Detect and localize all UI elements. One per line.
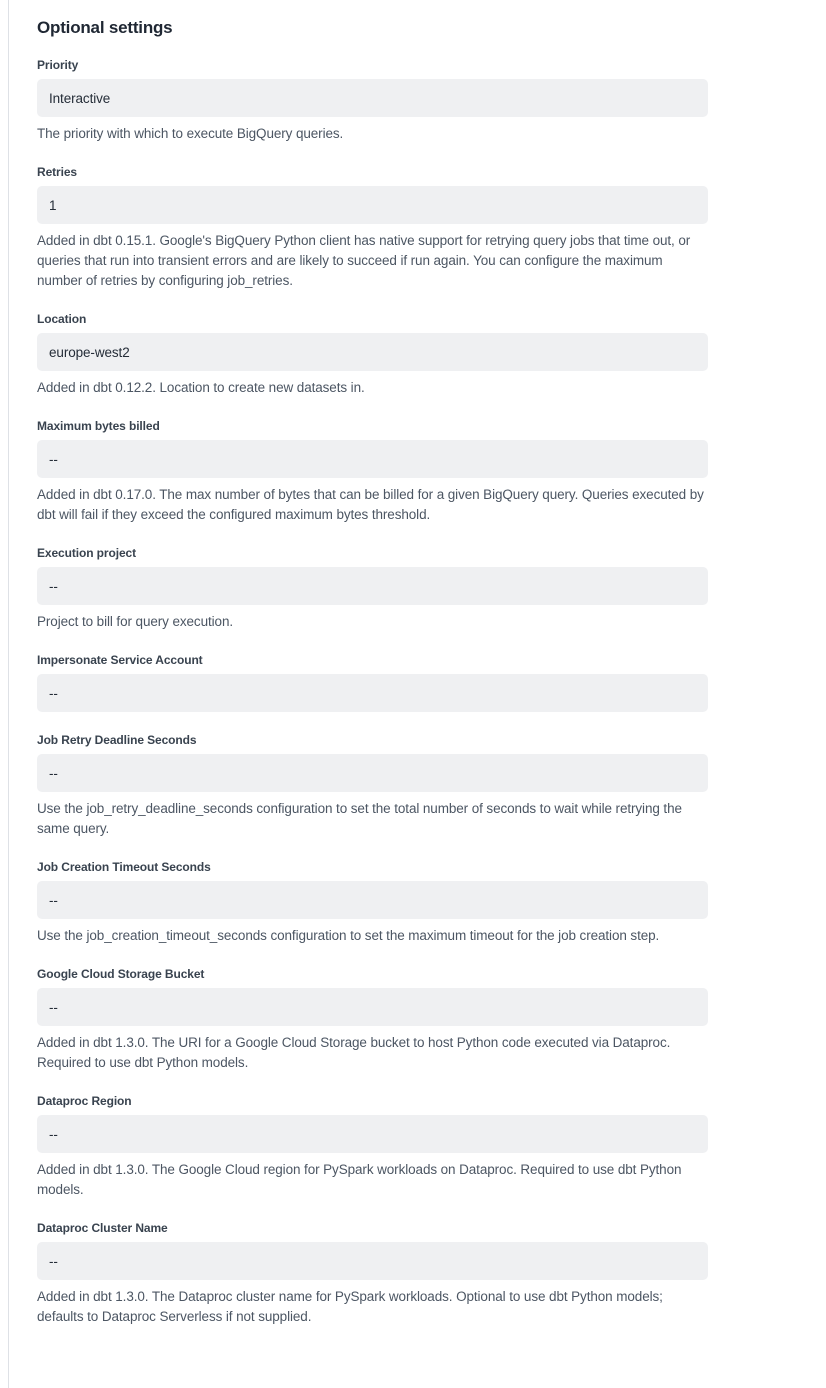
dataproc-region-help: Added in dbt 1.3.0. The Google Cloud region for PySpark workloads on Dataproc. Required to use dbt Python models. [37, 1162, 682, 1197]
page-title: Optional settings [37, 18, 173, 37]
field-google-cloud-storage-bucket [37, 967, 708, 1073]
retries-input[interactable]: 1 [37, 186, 708, 224]
field-job-creation-timeout-seconds [37, 860, 708, 946]
dataproc-region-label: Dataproc Region [37, 1094, 132, 1108]
priority-input[interactable]: Interactive [37, 79, 708, 117]
priority-help: The priority with which to execute BigQuery queries. [37, 126, 344, 141]
field-execution-project [37, 546, 708, 632]
google-cloud-storage-bucket-label: Google Cloud Storage Bucket [37, 967, 205, 981]
field-dataproc-region [37, 1094, 708, 1200]
fields-list [37, 58, 826, 1327]
execution-project-input[interactable]: -- [37, 567, 708, 605]
location-input[interactable]: europe-west2 [37, 333, 708, 371]
field-dataproc-cluster-name [37, 1221, 708, 1327]
field-job-retry-deadline-seconds [37, 733, 708, 839]
maximum-bytes-billed-input[interactable]: -- [37, 440, 708, 478]
retries-label: Retries [37, 165, 77, 179]
job-retry-deadline-seconds-help: Use the job_retry_deadline_seconds configuration to set the total number of seconds to wait while retrying the same query. [37, 801, 682, 836]
field-maximum-bytes-billed [37, 419, 708, 525]
dataproc-cluster-name-input[interactable]: -- [37, 1242, 708, 1280]
location-help: Added in dbt 0.12.2. Location to create new datasets in. [37, 380, 365, 395]
optional-settings-panel [8, 0, 826, 1388]
google-cloud-storage-bucket-help: Added in dbt 1.3.0. The URI for a Google Cloud Storage bucket to host Python code executed via Dataproc. Required to use dbt Python models. [37, 1035, 671, 1070]
priority-label: Priority [37, 58, 79, 72]
job-retry-deadline-seconds-label: Job Retry Deadline Seconds [37, 733, 197, 747]
job-creation-timeout-seconds-label: Job Creation Timeout Seconds [37, 860, 211, 874]
impersonate-service-account-label: Impersonate Service Account [37, 653, 203, 667]
job-retry-deadline-seconds-input[interactable]: -- [37, 754, 708, 792]
job-creation-timeout-seconds-input[interactable]: -- [37, 881, 708, 919]
dataproc-cluster-name-help: Added in dbt 1.3.0. The Dataproc cluster name for PySpark workloads. Optional to use dbt Python models; defaults to Dataproc Serverless if not supplied. [37, 1289, 663, 1324]
execution-project-help: Project to bill for query execution. [37, 614, 233, 629]
impersonate-service-account-input[interactable]: -- [37, 674, 708, 712]
dataproc-cluster-name-label: Dataproc Cluster Name [37, 1221, 168, 1235]
field-priority [37, 58, 708, 144]
field-location [37, 312, 708, 398]
execution-project-label: Execution project [37, 546, 136, 560]
field-impersonate-service-account [37, 653, 708, 712]
google-cloud-storage-bucket-input[interactable]: -- [37, 988, 708, 1026]
job-creation-timeout-seconds-help: Use the job_creation_timeout_seconds configuration to set the maximum timeout for the job creation step. [37, 928, 660, 943]
retries-help: Added in dbt 0.15.1. Google's BigQuery Python client has native support for retrying query jobs that time out, or queries that run into transient errors and are likely to succeed if run again. You can configure the maximum number of retries by configuring job_retries. [37, 233, 691, 288]
dataproc-region-input[interactable]: -- [37, 1115, 708, 1153]
location-label: Location [37, 312, 87, 326]
field-retries [37, 165, 708, 291]
maximum-bytes-billed-help: Added in dbt 0.17.0. The max number of bytes that can be billed for a given BigQuery query. Queries executed by dbt will fail if they exceed the configured maximum bytes threshold. [37, 487, 704, 522]
maximum-bytes-billed-label: Maximum bytes billed [37, 419, 160, 433]
